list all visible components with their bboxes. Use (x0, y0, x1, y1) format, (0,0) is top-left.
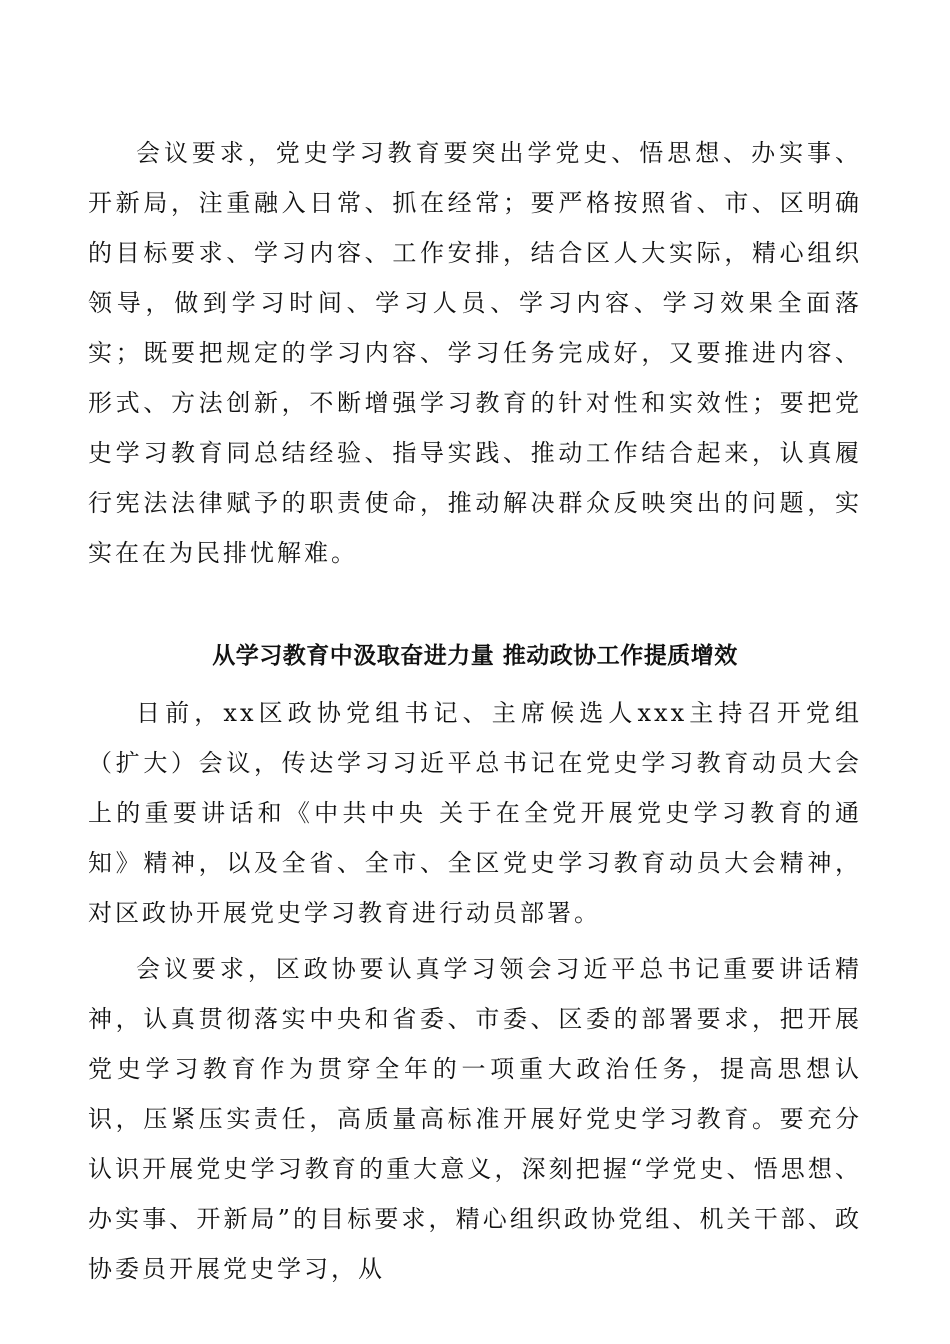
document-body (88, 128, 862, 1294)
spacer (88, 578, 862, 630)
paragraph-meeting-intro: 日前，xx区政协党组书记、主席候选人xxx主持召开党组（扩大）会议，传达学习习近平总书记在党史学习教育动员大会上的重要讲话和《中共中央 关于在全党开展党史学习教育的通知》精神，以及全省、全市、全区党史学习教育动员大会精神，对区政协开展党史学习教育进行动员部署。 (88, 699, 862, 927)
paragraph-meeting-requirements-zhengxie: 会议要求，区政协要认真学习领会习近平总书记重要讲话精神，认真贯彻落实中央和省委、市委、区委的部署要求，把开展党史学习教育作为贯穿全年的一项重大政治任务，提高思想认识，压紧压实责任，高质量高标准开展好党史学习教育。要充分认识开展党史学习教育的重大意义，深刻把握“学党史、悟思想、办实事、开新局”的目标要求，精心组织政协党组、机关干部、政协委员开展党史学习，从 (88, 955, 862, 1283)
paragraph-meeting-requirements-renda: 会议要求，党史学习教育要突出学党史、悟思想、办实事、开新局，注重融入日常、抓在经常；要严格按照省、市、区明确的目标要求、学习内容、工作安排，结合区人大实际，精心组织领导，做到学习时间、学习人员、学习内容、学习效果全面落实；既要把规定的学习内容、学习任务完成好，又要推进内容、形式、方法创新，不断增强学习教育的针对性和实效性；要把党史学习教育同总结经验、指导实践、推动工作结合起来，认真履行宪法法律赋予的职责使命，推动解决群众反映突出的问题，实实在在为民排忧解难。 (88, 139, 862, 567)
section-title: 从学习教育中汲取奋进力量 推动政协工作提质增效 (212, 643, 738, 669)
